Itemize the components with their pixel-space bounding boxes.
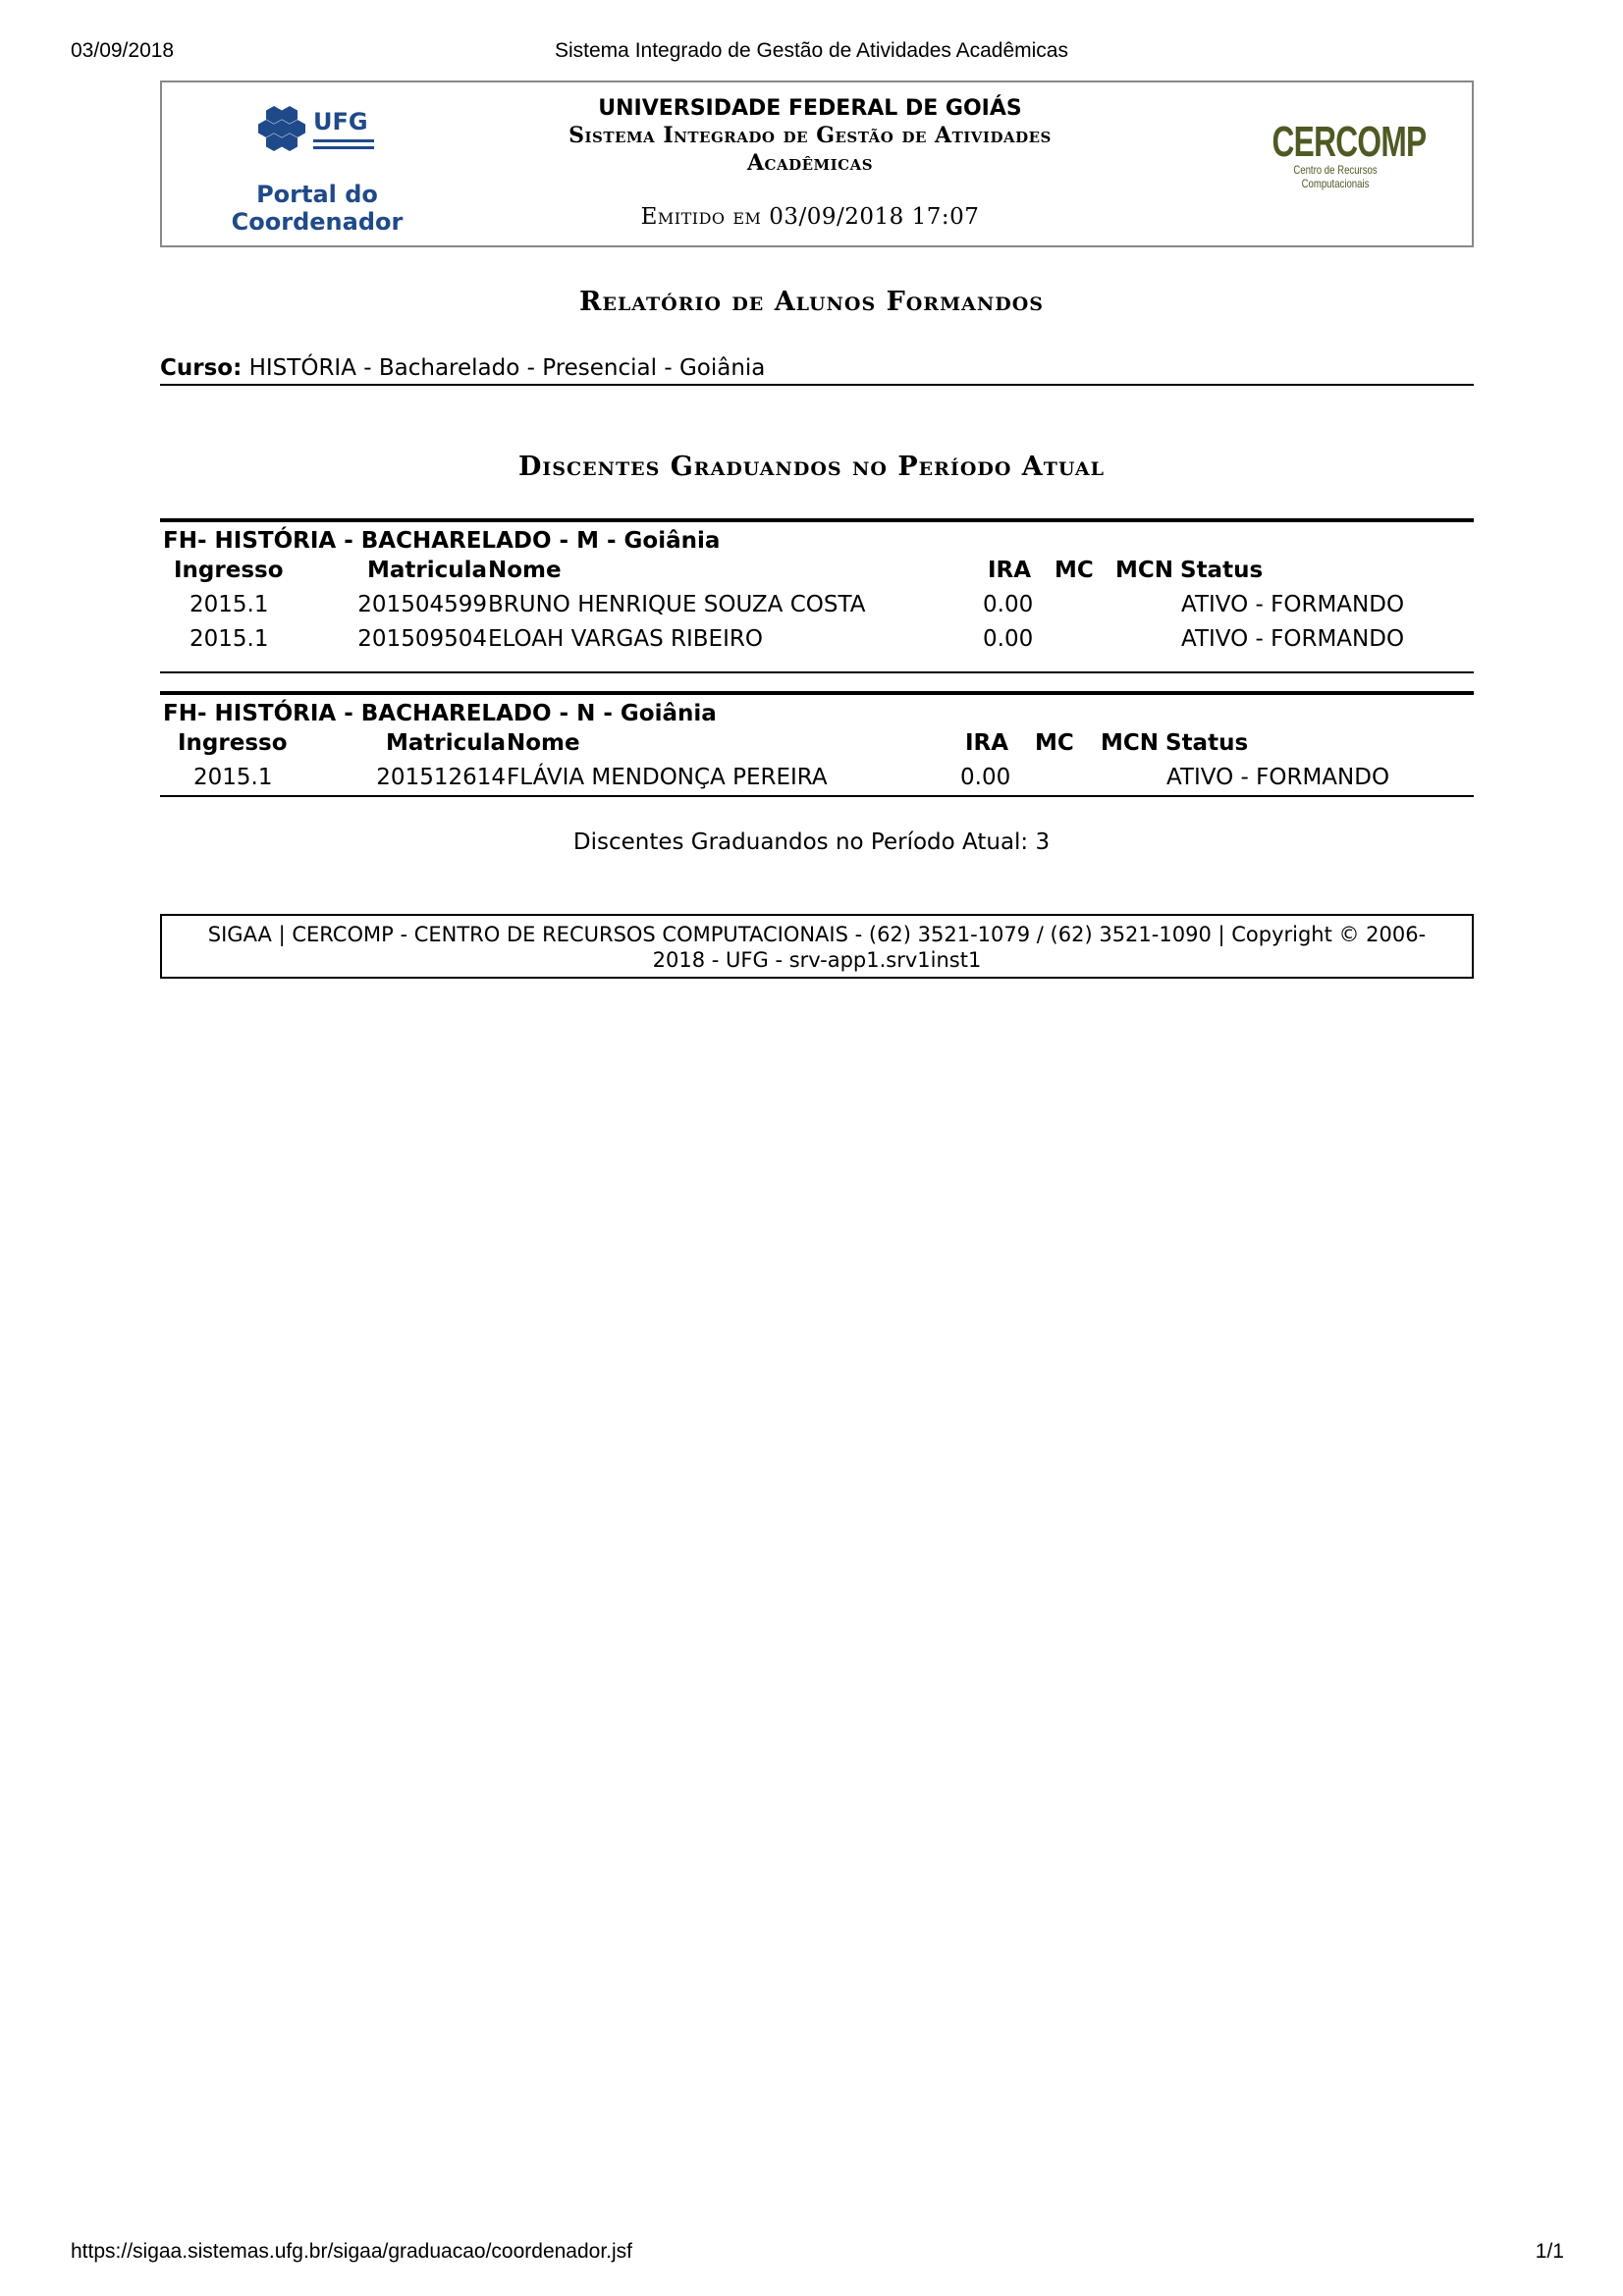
total-count: Discentes Graduandos no Período Atual: 3 (572, 829, 1051, 855)
ufg-logo-text: UFG (313, 108, 368, 135)
cell-matricula: 201504599 (357, 592, 487, 617)
cercomp-logo-word: CERCOMP (1271, 118, 1427, 166)
header-center (535, 96, 1085, 230)
cell-nome: FLÁVIA MENDONÇA PEREIRA (507, 765, 828, 790)
cell-ira: 0.00 (983, 592, 1034, 617)
cell-nome: ELOAH VARGAS RIBEIRO (488, 626, 763, 652)
portal-label-line1: Portal do (256, 181, 378, 208)
ufg-logo-subtext-line (313, 146, 374, 149)
print-date: 03/09/2018 (71, 39, 175, 62)
report-footer: SIGAA | CERCOMP - CENTRO DE RECURSOS COMPUTACIONAIS - (62) 3521-1079 / (62) 3521-1090 | Copyright © 2006-2018 - UFG - srv-app1.srv1inst1 (160, 914, 1474, 979)
ufg-logo (252, 104, 380, 163)
col-header-ingresso: Ingresso (174, 558, 284, 583)
col-header-nome: Nome (507, 730, 580, 756)
student-group (160, 691, 1474, 797)
group-title: FH- HISTÓRIA - BACHARELADO - M - Goiânia (163, 528, 721, 554)
col-header-status: Status (1180, 558, 1264, 583)
cell-matricula: 201512614 (376, 765, 506, 790)
report-header (160, 80, 1474, 247)
system-name-line2: Acadêmicas (746, 150, 874, 176)
cercomp-logo-subtitle: Centro de Recursos Computacionais (1293, 163, 1378, 190)
col-header-nome: Nome (488, 558, 562, 583)
table-row (160, 622, 1474, 657)
cell-matricula: 201509504 (357, 626, 487, 652)
cell-ingresso: 2015.1 (189, 626, 269, 652)
col-header-mc: MC (1055, 558, 1094, 583)
col-header-ira: IRA (988, 558, 1032, 583)
col-header-matricula: Matricula (366, 558, 487, 583)
table-header-row (160, 726, 1474, 761)
print-page-number: 1/1 (1535, 2240, 1564, 2263)
system-name-line1: Sistema Integrado de Gestão de Atividades (568, 123, 1052, 148)
ufg-logo-subtext (313, 139, 374, 142)
cell-ingresso: 2015.1 (193, 765, 273, 790)
col-header-matricula: Matricula (385, 730, 506, 756)
table-row (160, 761, 1474, 795)
university-name: UNIVERSIDADE FEDERAL DE GOIÁS (598, 96, 1022, 121)
col-header-ingresso: Ingresso (178, 730, 288, 756)
col-header-status: Status (1165, 730, 1249, 756)
cell-ingresso: 2015.1 (189, 592, 269, 617)
cell-ira: 0.00 (960, 765, 1011, 790)
group-divider (160, 671, 1474, 673)
course-line (160, 355, 1474, 386)
col-header-ira: IRA (965, 730, 1009, 756)
col-header-mcn: MCN (1101, 730, 1160, 756)
cell-status: ATIVO - FORMANDO (1181, 592, 1405, 617)
print-page-title: Sistema Integrado de Gestão de Atividades Acadêmicas (555, 39, 1068, 62)
student-group (160, 518, 1474, 673)
col-header-mc: MC (1035, 730, 1074, 756)
table-header-row (160, 554, 1474, 588)
course-value: HISTÓRIA - Bacharelado - Presencial - Goiânia (242, 355, 766, 381)
group-title: FH- HISTÓRIA - BACHARELADO - N - Goiânia (163, 701, 717, 726)
portal-label (219, 181, 415, 236)
report-title: Relatório de Alunos Formandos (579, 287, 1044, 317)
portal-label-line2: Coordenador (231, 208, 404, 236)
print-url: https://sigaa.sistemas.ufg.br/sigaa/graduacao/coordenador.jsf (71, 2240, 633, 2263)
course-label: Curso: (160, 355, 243, 381)
cell-ira: 0.00 (983, 626, 1034, 652)
cell-status: ATIVO - FORMANDO (1166, 765, 1390, 790)
col-header-mcn: MCN (1115, 558, 1174, 583)
table-row (160, 588, 1474, 622)
cercomp-logo (1242, 120, 1429, 191)
cell-nome: BRUNO HENRIQUE SOUZA COSTA (488, 592, 866, 617)
cell-status: ATIVO - FORMANDO (1181, 626, 1405, 652)
issued-timestamp: Emitido em 03/09/2018 17:07 (640, 204, 980, 230)
section-title: Discentes Graduandos no Período Atual (518, 452, 1105, 482)
